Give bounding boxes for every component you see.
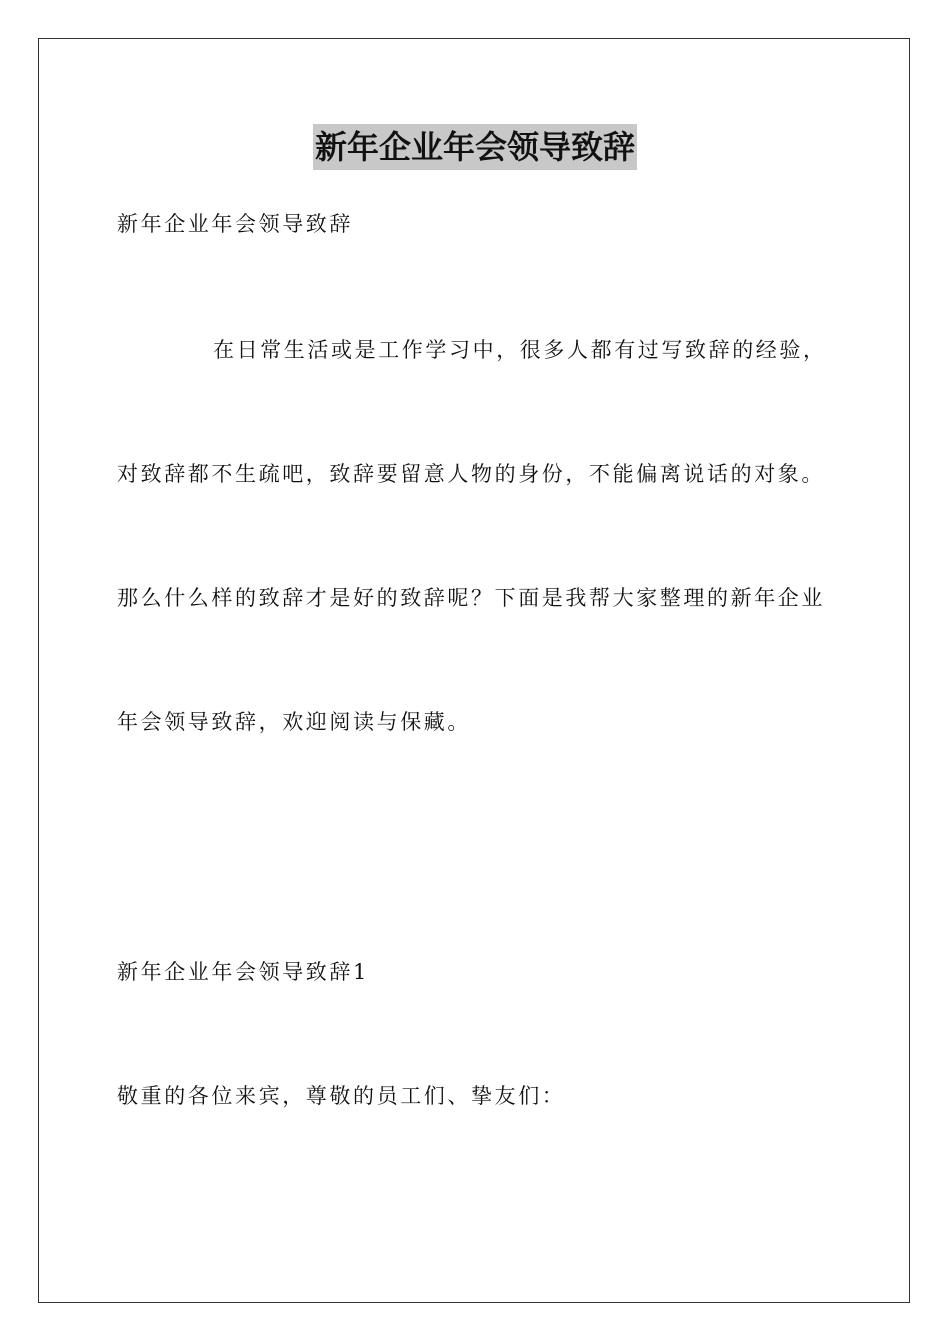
intro-line-1: 在日常生活或是工作学习中，很多人都有过写致辞的经验， <box>213 338 827 362</box>
intro-line-2: 对致辞都不生疏吧，致辞要留意人物的身份，不能偏离说话的对象。 <box>117 462 825 486</box>
section-heading: 新年企业年会领导致辞1 <box>117 960 369 984</box>
title-container <box>0 124 950 170</box>
document-title: 新年企业年会领导致辞 <box>313 124 637 170</box>
salutation: 敬重的各位来宾，尊敬的员工们、挚友们： <box>117 1084 566 1108</box>
intro-line-4: 年会领导致辞，欢迎阅读与保藏。 <box>117 710 471 734</box>
document-subtitle: 新年企业年会领导致辞 <box>117 212 353 236</box>
intro-line-3: 那么什么样的致辞才是好的致辞呢？下面是我帮大家整理的新年企业 <box>117 586 825 610</box>
